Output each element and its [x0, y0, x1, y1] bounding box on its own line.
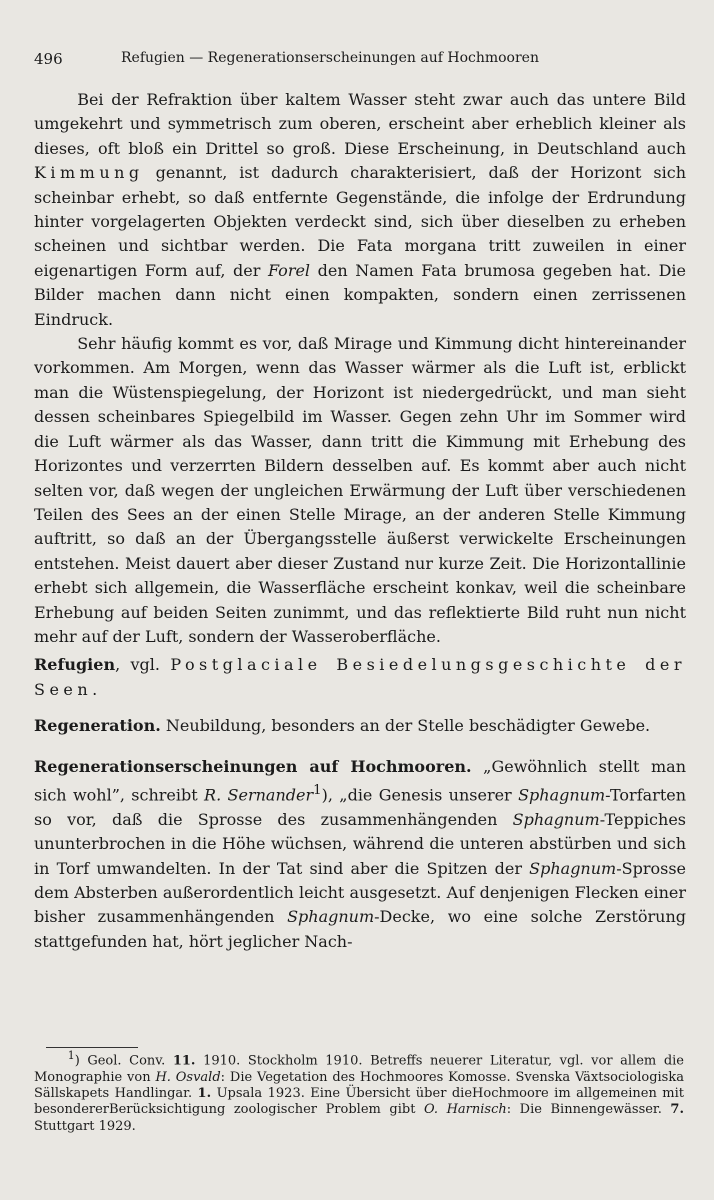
- paragraph-mirage: Sehr häufig kommt es vor, daß Mirage und Kimmung dicht hintereinander vorkommen. Am Morgen, wenn das Wasser wärmer als die Luft ist, erblickt man die Wüstenspiegelung, der Horizont ist niedergedrückt, und man sieht dessen scheinbares Spiegelbild im Wasser. Gegen zehn Uhr im Sommer wird die Luft wärmer als das Wasser, dann tritt die Kimmung mit Erhebung des Horizontes und verzerrten Bildern desselben auf. Es kommt aber auch nicht selten vor, daß wegen der ungleichen Erwärmung der Luft über verschiedenen Teilen des Sees an der einen Stelle Mirage, an der anderen Stelle Kimmung auftritt, so daß an der Übergangsstelle äußerst verwickelte Erscheinungen entstehen. Meist dauert aber dieser Zustand nur kurze Zeit. Die Horizontallinie erhebt sich allgemein, die Wasserfläche erscheint konkav, weil die scheinbare Erhebung auf beiden Seiten zunimmt, und das reflektierte Bild ruht nun nicht mehr auf der Luft, sondern der Wasseroberfläche.: [34, 334, 686, 646]
- author-harnisch: O. Harnisch: [424, 1102, 507, 1118]
- entry-refugien: Refugien, vgl. Postglaciale Besiedelungsgeschichte der Seen.: [34, 655, 686, 699]
- entry-hochmoore: Regenerationserscheinungen auf Hochmooren. „Gewöhnlich stellt man sich wohl”, schreibt R. Sernander$^1$), „die Genesis unserer Sphagnum-Torfarten so vor, daß die Sprosse des zusammenhängenden Sphagnum-Teppiches ununterbrochen in die Höhe wüchsen, während die unteren abstürben und sich in Torf umwandelten. In der Tat sind aber die Spitzen der Sphagnum-Sprosse dem Absterben außerordentlich leicht ausgesetzt. Auf denjenigen Flecken einer bisher zusammenhängenden Sphagnum-Decke, wo eine solche Zerstörung stattgefunden hat, hört jeglicher Nach-: [34, 756, 687, 951]
- footnote-number: 1: [67, 1049, 75, 1062]
- cross-reference: Postglaciale Besiedelungsgeschichte der Seen.: [34, 655, 686, 699]
- author-forel: Forel: [267, 260, 311, 280]
- footnote: $^1$) Geol. Conv. 11. 1910. Stockholm 1910. Betreffs neuerer Literatur, vgl. vor allem die Monographie von H. Osvald: Die Vegetation des Hochmoores Komosse. Svenska Växtsociologiska Sällskapets Handlingar. 1. Upsala 1923. Eine Übersicht über dieHochmoore im allgemeinen mit besondererBerücksichtigung zoologischer Problem gibt O. Harnisch: Die Binnengewässer. 7. Stuttgart 1929.: [34, 1049, 684, 1134]
- term-kimmung: Kimmung: [34, 163, 144, 183]
- headword-hochmoore: Regenerationserscheinungen auf Hochmooren.: [34, 756, 472, 776]
- headword-refugien: Refugien: [34, 655, 116, 675]
- author-sernander: R. Sernander: [204, 785, 314, 805]
- paragraph-kimmung: Bei der Refraktion über kaltem Wasser steht zwar auch das untere Bild umgekehrt und symmetrisch zum oberen, erscheint aber erheblich kleiner als dieses, oft bloß ein Drittel so groß. Diese Erscheinung, in Deutschland auch Kimmung genannt, ist dadurch charakterisiert, daß der Horizont sich scheinbar erhebt, so daß entfernte Gegenstände, die infolge der Erdrundung hinter vorgelagerten Objekten verdeckt sind, sich über dieselben zu erheben scheinen und sichtbar werden. Die Fata morgana tritt zuweilen in einer eigenartigen Form auf, der Forel den Namen Fata brumosa gegeben hat. Die Bilder machen dann nicht einen kompakten, sondern einen zerrissenen Eindruck.: [34, 90, 687, 329]
- footnote-marker: 1: [313, 782, 322, 798]
- page-body: [34, 88, 686, 954]
- entry-regeneration: Regeneration. Neubildung, besonders an der Stelle beschädigter Gewebe.: [34, 716, 651, 736]
- running-head: Refugien — Regenerationserscheinungen auf Hochmooren: [121, 50, 539, 66]
- headword-regeneration: Regeneration.: [34, 716, 161, 736]
- page-header: [34, 50, 684, 74]
- author-osvald: H. Osvald: [155, 1069, 221, 1085]
- page-number: 496: [34, 50, 63, 68]
